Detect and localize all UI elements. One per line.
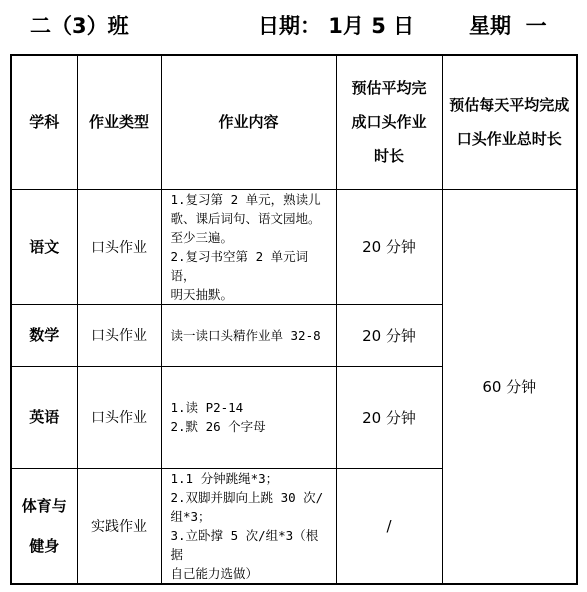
type-cell: 口头作业 <box>77 366 161 468</box>
subject-cell: 数学 <box>11 304 77 366</box>
table-header-row <box>11 55 577 189</box>
col-header-subject: 学科 <box>11 55 77 189</box>
minutes-cell: 20 分钟 <box>336 189 442 304</box>
date-label: 日期： 1月 5 日 <box>258 14 415 38</box>
subject-cell: 语文 <box>11 189 77 304</box>
minutes-cell: 20 分钟 <box>336 366 442 468</box>
page-header <box>0 6 587 42</box>
content-cell: 1.读 P2-14 2.默 26 个字母 <box>161 366 336 468</box>
type-cell: 实践作业 <box>77 468 161 584</box>
content-cell: 1.复习第 2 单元，熟读儿 歌、课后词句、语文园地。 至少三遍。 2.复习书空第 2 单元词语， 明天抽默。 <box>161 189 336 304</box>
minutes-cell: 20 分钟 <box>336 304 442 366</box>
minutes-cell: / <box>336 468 442 584</box>
col-header-avg-time: 预估平均完 成口头作业 时长 <box>336 55 442 189</box>
weekday-label: 星期 一 <box>469 14 547 38</box>
homework-table <box>10 54 578 585</box>
col-header-total-time: 预估每天平均完成 口头作业总时长 <box>442 55 577 189</box>
subject-cell: 体育与 健身 <box>11 468 77 584</box>
content-cell: 1.1 分钟跳绳*3； 2.双脚并脚向上跳 30 次/ 组*3； 3.立卧撑 5 次/组*3（根据 自己能力选做） <box>161 468 336 584</box>
col-header-content: 作业内容 <box>161 55 336 189</box>
class-label: 二（3）班 <box>30 14 129 38</box>
subject-cell: 英语 <box>11 366 77 468</box>
total-time-cell: 60 分钟 <box>442 189 577 584</box>
content-cell: 读一读口头精作业单 32-8 <box>161 304 336 366</box>
type-cell: 口头作业 <box>77 189 161 304</box>
type-cell: 口头作业 <box>77 304 161 366</box>
col-header-type: 作业类型 <box>77 55 161 189</box>
table-row <box>11 189 577 304</box>
